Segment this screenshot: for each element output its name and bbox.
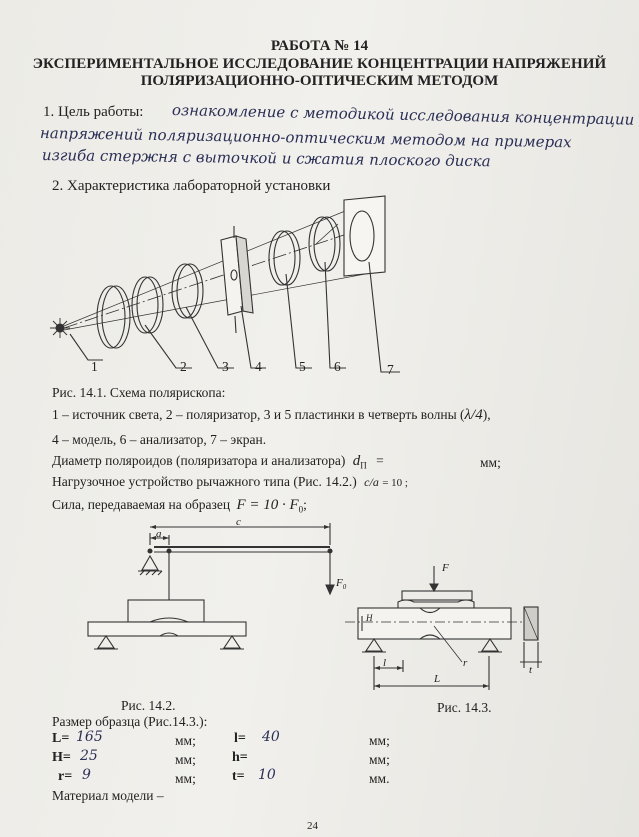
sample-H-value: 25 (80, 748, 98, 764)
sample-r-value: 9 (82, 767, 91, 783)
fig141-label-7: 7 (387, 362, 394, 377)
sample-H-unit: мм; (175, 752, 196, 767)
fig142-label-c: c (236, 516, 241, 528)
goal-handwriting-line2: напряжений поляризационно-оптическим методом на примерах (39, 124, 572, 152)
sample-heading: Размер образца (Рис.14.3.): (52, 714, 208, 729)
model-material: Материал модели – (52, 788, 164, 803)
sample-h-unit: мм; (369, 752, 390, 767)
force-end: ; (303, 497, 307, 512)
fig143-label-l: l (383, 657, 387, 669)
fig141-legend-text: 1 – источник света, 2 – поляризатор, 3 и 5 пластинки в четверть волны ( (52, 407, 465, 422)
fig142-caption: Рис. 14.2. (121, 698, 176, 713)
diameter-subscript: П (360, 460, 367, 471)
fig141-label-5: 5 (299, 359, 306, 374)
sample-r-key: r= (58, 769, 73, 784)
diameter-unit: мм; (480, 455, 501, 470)
ratio-fraction: c/a (364, 475, 379, 489)
force-formula: F = 10 · F (236, 497, 299, 513)
loading-device-label: Нагрузочное устройство рычажного типа (Рис. 14.2.) (52, 474, 357, 489)
sample-l-key: l= (234, 731, 246, 746)
sample-H-key: H= (52, 750, 71, 765)
f0-subscript: 0 (342, 583, 347, 592)
goal-handwriting-line1: ознакомление с методикой исследования концентрации (171, 101, 635, 129)
work-subtitle-line1: ЭКСПЕРИМЕНТАЛЬНОЕ ИССЛЕДОВАНИЕ КОНЦЕНТРАЦИИ НАПРЯЖЕНИЙ (32, 56, 607, 72)
fig141-caption: Рис. 14.1. Схема полярископа: (52, 385, 226, 400)
work-title: РАБОТА № 14 (270, 38, 369, 54)
work-subtitle-line2: ПОЛЯРИЗАЦИОННО-ОПТИЧЕСКИМ МЕТОДОМ (140, 73, 499, 89)
diameter-label: Диаметр поляроидов (поляризатора и анализатора) (52, 453, 346, 468)
fig142-label-a: a (156, 528, 162, 540)
page-number: 24 (307, 820, 318, 832)
sample-t-unit: мм. (369, 771, 390, 786)
sample-r-unit: мм; (175, 771, 196, 786)
sample-h-key: h= (232, 750, 248, 765)
lambda-quarter-fraction: λ/4 (464, 407, 483, 423)
fig141-label-4: 4 (255, 359, 262, 374)
fig143-label-t: t (529, 664, 533, 676)
section-2-heading: 2. Характеристика лабораторной установки (52, 178, 331, 194)
goal-label: 1. Цель работы: (43, 104, 144, 120)
fig141-label-2: 2 (180, 359, 187, 374)
ratio-value: = 10 ; (382, 477, 408, 489)
fig141-label-6: 6 (334, 359, 341, 374)
fig141-label-3: 3 (222, 359, 229, 374)
diameter-equals: = (376, 453, 384, 468)
fig143-caption: Рис. 14.3. (437, 700, 492, 715)
fig142-label-f0 (336, 577, 346, 591)
sample-L-key: L= (52, 731, 70, 746)
sample-l-value: 40 (262, 729, 280, 745)
fig143-label-f: F (442, 562, 449, 574)
diameter-symbol: d (352, 453, 361, 469)
fig141-label-1: 1 (91, 359, 98, 374)
fig141-legend-end: ), (482, 407, 491, 422)
fig143-label-h: H (366, 613, 373, 623)
f0-letter: F (336, 577, 343, 589)
sample-t-key: t= (232, 769, 245, 784)
sample-l-unit: мм; (369, 733, 390, 748)
force-subscript: 0 (298, 504, 304, 515)
sample-L-unit: мм; (175, 733, 196, 748)
sample-t-value: 10 (258, 767, 276, 783)
force-label: Сила, передаваемая на образец (52, 497, 231, 512)
fig141-legend-line2: 4 – модель, 6 – анализатор, 7 – экран. (52, 432, 267, 447)
fig143-label-r: r (463, 657, 468, 669)
goal-handwriting-line3: изгиба стержня с выточкой и сжатия плоского диска (41, 146, 491, 171)
sample-L-value: 165 (76, 729, 103, 745)
fig143-label-L: L (434, 673, 441, 685)
